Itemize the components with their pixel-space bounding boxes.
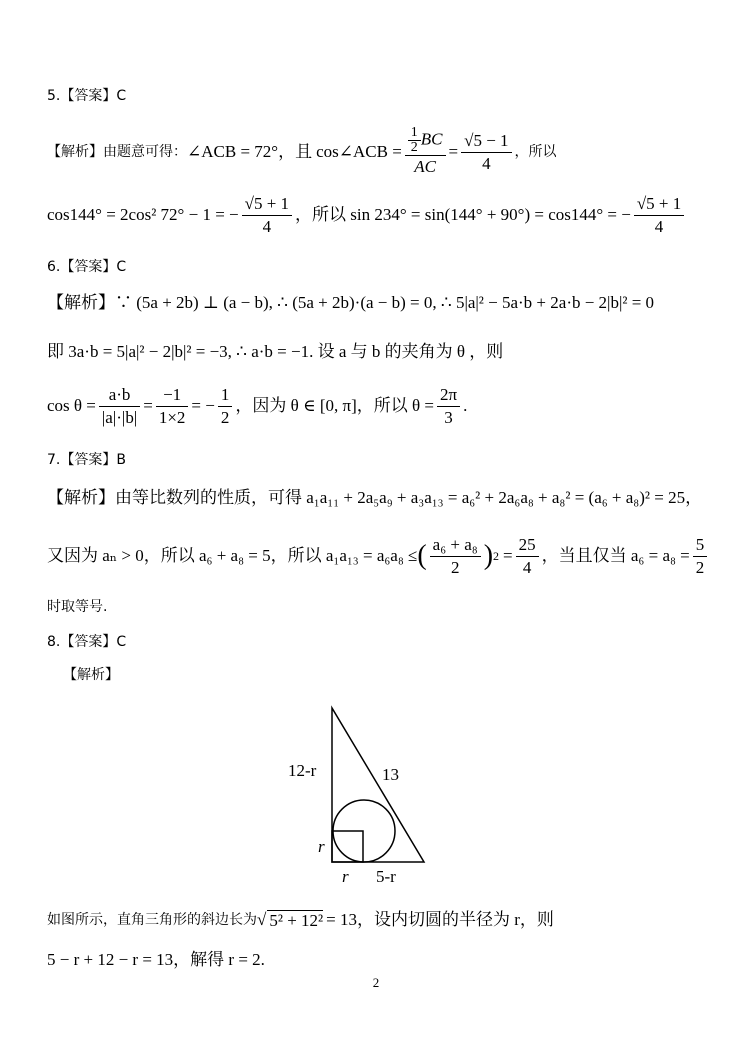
label-12-r: 12-r xyxy=(288,761,317,780)
q7-two: 2 xyxy=(450,557,460,577)
q6-absab: |a|·|b| xyxy=(101,407,138,427)
q7-two-b: 2 xyxy=(695,557,705,577)
right-triangle xyxy=(332,708,424,862)
q7-eq: = xyxy=(503,546,513,565)
q6-cos-theta: cos θ = xyxy=(47,396,96,415)
q6-m1: −1 xyxy=(156,384,189,407)
q5-cos144-text: cos144° = 2cos² 72° − 1 = − xyxy=(47,205,239,224)
label-5-r: 5-r xyxy=(376,867,396,886)
q6-two: 2 xyxy=(220,407,230,427)
q7-five: 5 xyxy=(693,534,708,557)
q7-analysis-line1: 【解析】由等比数列的性质，可得 a₁a₁₁ + 2a₅a₉ + a₃a₁₃ = a₆² + 2a₆a₈ + a₈² = (a₆ + a₈)² = 25， xyxy=(47,488,703,507)
q7-25: 25 xyxy=(516,534,539,557)
q6-theta-range: ，因为 θ ∈ [0, π]，所以 θ = xyxy=(235,396,434,415)
q5-ac: AC xyxy=(414,157,437,176)
q5-half-den: 2 xyxy=(410,140,418,155)
q5-answer-heading: 5.【答案】C xyxy=(47,88,127,104)
q5-fraction-sqrt5p1-a xyxy=(242,193,292,238)
q6-fraction-m1 xyxy=(156,384,189,429)
q5-analysis-label: 【解析】由题意可得： xyxy=(47,144,187,160)
q7-four: 4 xyxy=(522,557,532,577)
page-number: 2 xyxy=(372,975,380,990)
q6-analysis-line2: 即 3a·b = 5|a|² − 2|b|² = −3, ∴ a·b = −1. 设 a 与 b 的夹角为 θ ，则 xyxy=(47,342,504,361)
label-13: 13 xyxy=(382,765,399,784)
q5-cos-label: cos∠ACB = xyxy=(316,142,402,161)
q5-four-a: 4 xyxy=(262,216,272,236)
label-r-bottom: r xyxy=(342,867,349,886)
q5-fraction-bc-ac xyxy=(405,126,446,178)
q6-eq: = − xyxy=(191,396,215,415)
q7-fraction-5-2 xyxy=(693,534,708,579)
q8-analysis-label: 【解析】 xyxy=(63,667,119,683)
q5-angle-text: ∠ACB = 72°，且 xyxy=(187,142,313,161)
label-r-side: r xyxy=(318,837,325,856)
q8-line1a: 如图所示，直角三角形的斜边长为 xyxy=(47,912,257,928)
incircle-triangle-figure xyxy=(280,700,440,900)
q5-half-num: 1 xyxy=(408,126,421,141)
q7-line2b: ，当且仅当 a₆ = a₈ = xyxy=(541,546,690,565)
q6-analysis-line3: cos θ = $\frac{a\cdot b}{|a|\cdot|b|}$ = $\frac{-1}{1\times 2}$ = − $\frac{1}{2}$ ，因为 θ ∈ [0, π]，所以 θ = $\frac{2\pi}{3}$ . xyxy=(47,384,468,427)
q8-analysis-line2: 5 − r + 12 − r = 13，解得 r = 2. xyxy=(47,950,265,969)
q8-analysis-line1: 如图所示，直角三角形的斜边长为 √ 5² + 12² = 13，设内切圆的半径为 r，则 xyxy=(47,910,554,930)
q7-line2a: 又因为 aₙ > 0，所以 a₆ + a₈ = 5，所以 a₁a₁₃ = a₆a₈ ≤ xyxy=(47,546,418,565)
q6-oneby2: 1×2 xyxy=(158,407,186,427)
q8-sqrt-content: 5² + 12² xyxy=(269,910,324,930)
q5-sin234-text: ，所以 sin 234° = sin(144° + 90°) = cos144° = − xyxy=(295,205,631,224)
q5-suoyi: ，所以 xyxy=(514,144,557,160)
q6-analysis-line1: 【解析】∵ (5a + 2b) ⊥ (a − b), ∴ (5a + 2b)·(a − b) = 0, ∴ 5|a|² − 5a·b + 2a·b − 2|b|² = 0 xyxy=(47,293,655,312)
q6-fraction-2pi3 xyxy=(437,384,460,429)
q6-ab: a·b xyxy=(99,384,140,407)
q6-one: 1 xyxy=(218,384,233,407)
q8-answer-heading: 8.【答案】C xyxy=(47,634,127,650)
q5-analysis-line1 xyxy=(47,120,557,184)
q5-bc: BC xyxy=(420,129,443,149)
q5-sqrt5m1: √5 − 1 xyxy=(461,130,511,153)
q5-fraction-sqrt5m1 xyxy=(461,130,511,175)
q5-four-b: 4 xyxy=(654,216,664,236)
q7-fraction-a6a8 xyxy=(430,534,481,579)
q7-analysis-line3: 时取等号. xyxy=(47,599,108,615)
q7-answer-heading: 7.【答案】B xyxy=(47,452,126,468)
q6-fraction-ab xyxy=(99,384,140,429)
q6-answer-heading: 6.【答案】C xyxy=(47,259,127,275)
q7-analysis-line2: 又因为 aₙ > 0，所以 a₆ + a₈ = 5，所以 a₁a₁₃ = a₆a₈ ≤ ( $\frac{\text{a₆ + a₈}}{2}$ ) 2 = $\frac{25}{4}$ ，当且仅当 a₆ = a₈ = $\frac{5}{2}$ xyxy=(47,528,710,584)
q5-sqrt5p1-a: √5 + 1 xyxy=(242,193,292,216)
q5-equals: = xyxy=(448,142,459,161)
q5-fraction-sqrt5p1-b xyxy=(634,193,684,238)
q7-fraction-25-4 xyxy=(516,534,539,579)
q6-fraction-half xyxy=(218,384,233,429)
q7-a6a8: a₆ + a₈ xyxy=(430,534,481,557)
q5-four: 4 xyxy=(482,153,491,173)
q8-line1b: = 13，设内切圆的半径为 r，则 xyxy=(326,910,554,929)
q6-twopi: 2π xyxy=(437,384,460,407)
q5-sqrt5p1-b: √5 + 1 xyxy=(634,193,684,216)
q6-three: 3 xyxy=(444,407,453,427)
q5-analysis-line2 xyxy=(47,190,687,240)
